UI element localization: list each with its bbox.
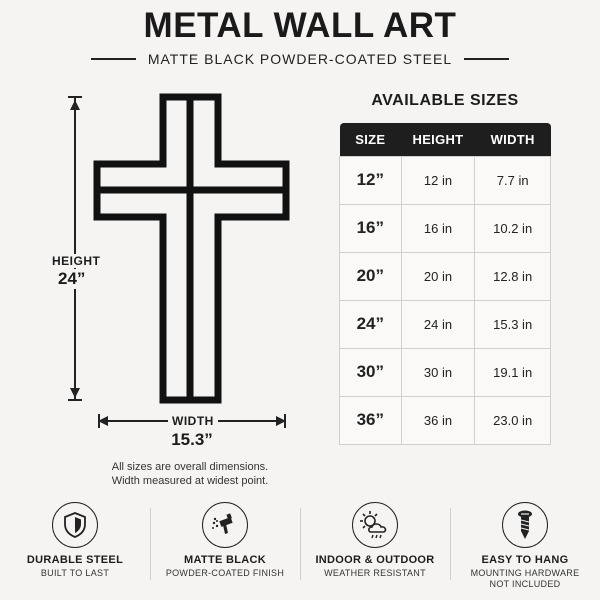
available-sizes-title: AVAILABLE SIZES [371, 92, 519, 109]
feature-matte-black [150, 500, 300, 600]
height-value: 24” [58, 269, 86, 288]
arrow-right-icon [276, 416, 286, 426]
table-header-row [340, 123, 551, 156]
size-cell: 16” [340, 204, 402, 252]
size-cell: 24” [340, 300, 402, 348]
feature-title: INDOOR & OUTDOOR [315, 554, 435, 566]
sun-cloud-icon [352, 502, 398, 548]
divider-left [91, 58, 136, 60]
page-title: METAL WALL ART [143, 6, 457, 45]
width-cell: 19.1 in [475, 348, 551, 396]
sizes-table [339, 123, 551, 445]
feature-easy-to-hang [450, 500, 600, 600]
feature-indoor-outdoor [300, 500, 450, 600]
note-line-2: Width measured at widest point. [111, 475, 269, 487]
arrow-up-icon [70, 100, 80, 110]
table-row [340, 156, 551, 204]
size-cell: 20” [340, 252, 402, 300]
height-cell: 30 in [401, 348, 475, 396]
table-row [340, 396, 551, 444]
height-dimension-line [74, 97, 76, 400]
width-cell: 10.2 in [475, 204, 551, 252]
feature-title: DURABLE STEEL [26, 554, 124, 566]
spray-gun-icon [202, 502, 248, 548]
column-header-width: WIDTH [475, 123, 551, 156]
height-cell: 36 in [401, 396, 475, 444]
feature-title: EASY TO HANG [481, 554, 569, 566]
width-value: 15.3” [171, 430, 213, 449]
cross-outer-outline [97, 97, 286, 400]
arrow-left-icon [98, 416, 108, 426]
table-row [340, 252, 551, 300]
height-cell: 12 in [401, 156, 475, 204]
width-cell: 23.0 in [475, 396, 551, 444]
width-cell: 7.7 in [475, 156, 551, 204]
width-cell: 15.3 in [475, 300, 551, 348]
feature-durable-steel [0, 500, 150, 600]
shield-icon [52, 502, 98, 548]
divider-right [464, 58, 509, 60]
column-header-height: HEIGHT [401, 123, 475, 156]
height-cell: 24 in [401, 300, 475, 348]
height-cell: 16 in [401, 204, 475, 252]
feature-subtitle-line-1: MOUNTING HARDWARE [470, 568, 580, 578]
size-cell: 36” [340, 396, 402, 444]
size-cell: 12” [340, 156, 402, 204]
table-row [340, 348, 551, 396]
height-cell: 20 in [401, 252, 475, 300]
width-cell: 12.8 in [475, 252, 551, 300]
height-dimension-cap-top [68, 96, 82, 98]
feature-subtitle [471, 568, 580, 590]
subtitle-row [0, 50, 600, 68]
features-strip [0, 500, 600, 600]
width-label: WIDTH [168, 414, 218, 428]
table-row [340, 300, 551, 348]
arrow-down-icon [70, 388, 80, 398]
screw-icon [502, 502, 548, 548]
dimension-note [0, 460, 380, 488]
column-header-size: SIZE [340, 123, 402, 156]
table-row [340, 204, 551, 252]
feature-subtitle-line-2: NOT INCLUDED [489, 579, 561, 589]
feature-subtitle: BUILT TO LAST [40, 568, 110, 578]
note-line-1: All sizes are overall dimensions. [111, 461, 269, 473]
size-cell: 30” [340, 348, 402, 396]
page-subtitle: MATTE BLACK POWDER-COATED STEEL [147, 51, 453, 67]
height-label: HEIGHT [52, 254, 101, 268]
feature-subtitle: WEATHER RESISTANT [324, 568, 426, 578]
feature-subtitle: POWDER-COATED FINISH [165, 568, 285, 578]
height-dimension-cap-bottom [68, 399, 82, 401]
feature-title: MATTE BLACK [184, 554, 266, 566]
